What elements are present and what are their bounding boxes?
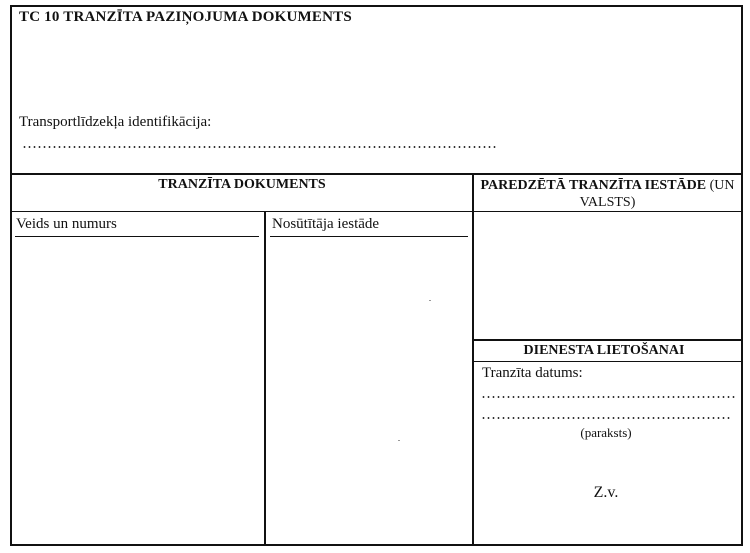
section-divider: [10, 173, 743, 175]
intended-office-header-normal: (UN VALSTS): [579, 178, 735, 210]
intended-office-header-underline: [474, 211, 741, 212]
official-use-header: DIENESTA LIETOŠANAI: [523, 343, 685, 358]
transit-date-field-line-1[interactable]: [481, 396, 735, 398]
type-and-number-underline: [15, 236, 259, 237]
official-use-top-border: [474, 339, 741, 341]
scan-speck: [398, 440, 400, 441]
transit-document-header-underline: [12, 211, 474, 212]
type-and-number-label: Veids un numurs: [16, 216, 117, 232]
signature-label: (paraksts): [580, 425, 632, 440]
form-border-top: [10, 5, 743, 7]
departure-office-label: Nosūtītāja iestāde: [272, 216, 380, 232]
intended-office-header-bold: PAREDZĒTĀ TRANZĪTA IESTĀDE: [480, 178, 707, 193]
transit-document-header: TRANZĪTA DOKUMENTS: [158, 177, 326, 192]
column-divider-1: [264, 212, 266, 546]
scan-speck: [429, 300, 431, 301]
vehicle-identification-field[interactable]: [22, 146, 498, 148]
transit-date-label: Tranzīta datums:: [482, 365, 583, 381]
official-use-header-underline: [474, 361, 741, 362]
transit-date-field-line-2[interactable]: [481, 417, 730, 419]
intended-office-header: [474, 177, 741, 211]
document-title: TC 10 TRANZĪTA PAZIŅOJUMA DOKUMENTS: [19, 9, 352, 25]
form-border-bottom: [10, 544, 743, 546]
stamp-label: Z.v.: [593, 484, 619, 501]
form-border-left: [10, 5, 12, 546]
departure-office-underline: [270, 236, 468, 237]
vehicle-identification-label: Transportlīdzekļa identifikācija:: [19, 114, 212, 130]
form-border-right: [741, 5, 743, 546]
